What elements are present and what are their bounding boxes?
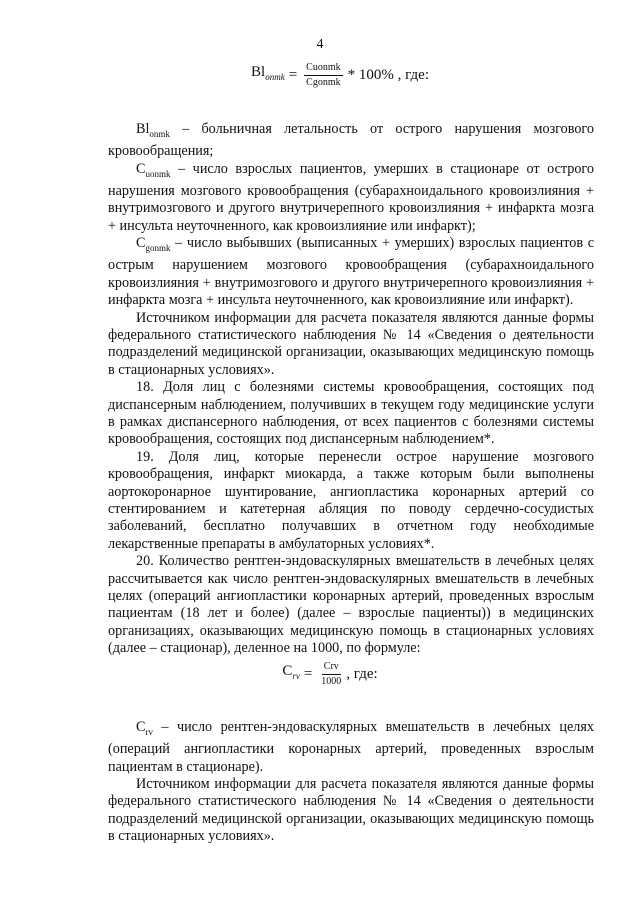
definition-bl-onmk: $Bl_{onmk}$ – больничная летальность от острого нарушения мозгового кровообращения;: [108, 121, 594, 160]
formula-lhs: $C_{rv}$: [282, 663, 300, 682]
paragraph-source: Источником информации для расчета показателя являются данные формы федерального статистического наблюдения № 14 «Сведения о деятельности подразделений медицинской организации, оказывающих медицинскую помощь в стационарных условиях».: [108, 309, 594, 378]
formula-equals: =: [288, 66, 298, 83]
paragraph-item-20: 20. Количество рентген-эндоваскулярных вмешательств в лечебных целях рассчитывается как число рентген-эндоваскулярных вмешательств в лечебных целях (операций ангиопластики коронарных артерий, проведенных взрослым пациентам (18 лет и более) (далее – взрослые пациенты)) в медицинских организациях, оказывающих медицинскую помощь в стационарных условиях (далее – стационар), деленное на 1000, по формуле:: [108, 553, 594, 657]
paragraph-source-final: Источником информации для расчета показателя являются данные формы федерального статистического наблюдения № 14 «Сведения о деятельности подразделений медицинской организации, оказывающих медицинскую помощь в стационарных условиях».: [108, 776, 594, 845]
fraction-denominator: 1000: [321, 676, 342, 687]
formula-equals: =: [303, 665, 313, 682]
formula-fraction: [304, 62, 342, 89]
formula-tail: , где:: [346, 665, 378, 682]
definition-c-gonmk: $C_{gonmk}$ – число выбывших (выписанных + умерших) взрослых пациентов с острым нарушением мозгового кровообращения (субарахноидального кровоизлияния + внутримозгового и другого внутричерепного кровоизлияния + инфаркта мозга + инсульта неуточненного, как кровоизлияние или инфаркт).: [108, 235, 594, 309]
paragraph-item-18: 18. Доля лиц с болезнями системы кровообращения, состоящих под диспансерным наблюдением, получивших в текущем году медицинские услуги в рамках диспансерного наблюдения, от всех пациентов с болезнями системы кровообращения, состоящих под диспансерным наблюдением*.: [108, 379, 594, 448]
definition-c-rv: $C_{rv}$ – число рентген-эндоваскулярных вмешательств в лечебных целях (операций ангиопластики коронарных артерий, проведенных взрослым пациентам в стационаре).: [108, 719, 594, 775]
formula-tail: * 100% , где:: [347, 66, 429, 83]
definition-c-uonmk: $C_{uonmk}$ – число взрослых пациентов, умерших в стационаре от острого нарушения мозгового кровообращения (субарахноидального кровоизлияния + внутримозгового и другого внутричерепного кровоизлияния + инфаркта мозга + инсульта неуточненного, как кровоизлияние или инфаркт);: [108, 160, 594, 234]
formula-lhs: $Bl_{onmk}$: [251, 64, 285, 83]
text-block-lower: [108, 719, 594, 846]
fraction-denominator: Cgonmk: [306, 77, 341, 88]
page-number: 4: [316, 37, 324, 52]
formula-bl-onmk: [0, 62, 640, 89]
fraction-numerator: Crv: [322, 661, 341, 675]
formula-c-rv: [0, 661, 640, 688]
text-block-main: [108, 121, 594, 658]
formula-fraction: [319, 661, 343, 688]
fraction-numerator: Cuonmk: [304, 62, 342, 76]
paragraph-item-19: 19. Доля лиц, которые перенесли острое нарушение мозгового кровообращения, инфаркт миокарда, а также которым были выполнены аортокоронарное шунтирование, ангиопластика коронарных артерий со стентированием и катетерная абляция по поводу сердечно-сосудистых заболеваний, бесплатно получавших в отчетном году необходимые лекарственные препараты в амбулаторных условиях*.: [108, 448, 594, 552]
